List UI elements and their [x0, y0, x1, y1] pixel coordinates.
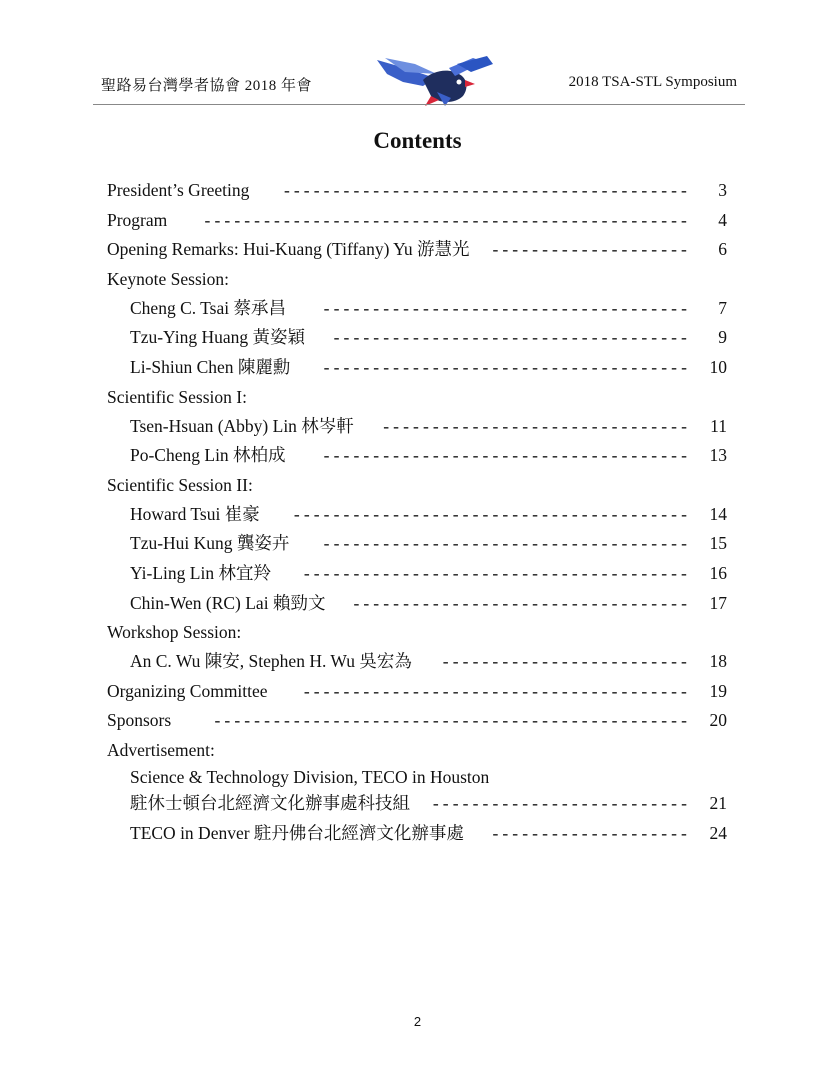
toc-entry-page-number: 14 [709, 503, 727, 524]
toc-entry-label: Advertisement: [107, 739, 215, 760]
toc-entry-page-number: 6 [718, 239, 727, 260]
toc-entry [107, 235, 727, 265]
toc-entry-page-number: 15 [709, 533, 727, 554]
toc-entry-page-number: 7 [718, 297, 727, 318]
toc-entry-page-number: 17 [709, 592, 727, 613]
toc-entry [107, 677, 727, 707]
toc-entry-page-number: 4 [718, 209, 727, 230]
toc-entry-label: Scientific Session I: [107, 386, 247, 407]
toc-entry-label: TECO in Denver 駐丹佛台北經濟文化辦事處 [130, 822, 464, 843]
toc-entry-label: Li-Shiun Chen 陳麗勳 [130, 356, 291, 377]
toc-entry-label: Po-Cheng Lin 林柏成 [130, 445, 286, 466]
toc-entry-label: Tsen-Hsuan (Abby) Lin 林岑軒 [130, 415, 354, 436]
toc-entry-label: Tzu-Hui Kung 龔姿卉 [130, 533, 290, 554]
toc-entry-page-number: 19 [709, 680, 727, 701]
dot-leader: --------------------------------------- [303, 562, 691, 583]
toc-entry-label: 駐休士頓台北經濟文化辦事處科技組 [130, 792, 410, 813]
toc-entry-page-number: 13 [709, 445, 727, 466]
toc-entry [107, 265, 727, 294]
toc-entry-label: Science & Technology Division, TECO in Houston [130, 766, 490, 787]
dot-leader: ------------------------------------------------- [204, 209, 691, 230]
toc-entry [107, 323, 727, 353]
toc-entry-label: Program [107, 209, 168, 230]
toc-entry-page-number: 9 [718, 327, 727, 348]
dot-leader: ------------------------------- [383, 415, 691, 436]
toc-entry-label: Sponsors [107, 710, 172, 731]
toc-entry [107, 353, 727, 383]
dot-leader: ---------------------------------------- [293, 503, 691, 524]
page-title: Contents [373, 128, 462, 153]
toc-entry-page-number: 11 [710, 415, 727, 436]
toc-entry-label: Workshop Session: [107, 622, 242, 643]
page-header [93, 56, 745, 106]
dot-leader: ------------------------------------ [333, 327, 691, 348]
toc-entry [107, 647, 727, 677]
dot-leader: ------------------------------------------------ [214, 710, 691, 731]
dot-leader: -------------------- [492, 239, 691, 260]
dot-leader: ------------------------------------- [323, 297, 691, 318]
toc-entry [107, 294, 727, 324]
toc-entry [107, 176, 727, 206]
header-english-title: 2018 TSA-STL Symposium [568, 74, 737, 90]
toc-entry-label: An C. Wu 陳安, Stephen H. Wu 吳宏為 [130, 651, 412, 672]
toc-entry [107, 819, 727, 849]
toc-entry [107, 412, 727, 442]
toc-entry [107, 618, 727, 647]
toc-entry [107, 765, 727, 789]
toc-entry-label: Opening Remarks: Hui-Kuang (Tiffany) Yu 游慧光 [107, 239, 470, 260]
toc-entry [107, 736, 727, 765]
blue-magpie-bird-icon [375, 56, 495, 106]
toc-entry-label: Cheng C. Tsai 蔡承昌 [130, 297, 286, 318]
toc-entry-label: Yi-Ling Lin 林宜羚 [130, 562, 271, 583]
dot-leader: ------------------------------------- [323, 356, 691, 377]
dot-leader: ------------------------------------- [323, 533, 691, 554]
toc-entry-page-number: 10 [709, 356, 727, 377]
toc-entry-label: Tzu-Ying Huang 黃姿穎 [130, 327, 305, 348]
dot-leader: ----------------------------------------- [283, 180, 691, 200]
toc-entry-label: Scientific Session II: [107, 474, 253, 495]
toc-entry [107, 471, 727, 500]
toc-entry [107, 789, 727, 819]
toc-entry-label: Keynote Session: [107, 268, 230, 289]
header-divider [93, 104, 745, 105]
toc-entry-page-number: 21 [709, 792, 727, 813]
dot-leader: ---------------------------------- [353, 592, 691, 613]
toc-entry [107, 441, 727, 471]
toc-entry-label: President’s Greeting [107, 180, 250, 200]
toc-entry [107, 383, 727, 412]
toc-entry-page-number: 16 [709, 562, 727, 583]
dot-leader: ------------------------- [442, 651, 691, 672]
toc-entry-label: Chin-Wen (RC) Lai 賴勁文 [130, 592, 326, 613]
toc-entry [107, 559, 727, 589]
toc-entry [107, 529, 727, 559]
dot-leader: -------------------------- [432, 792, 691, 813]
dot-leader: ------------------------------------- [323, 445, 691, 466]
toc-entry-page-number: 3 [718, 180, 727, 200]
toc-entry-label: Howard Tsui 崔豪 [130, 503, 260, 524]
toc-entry-label: Organizing Committee [107, 680, 268, 701]
toc-entry [107, 589, 727, 619]
page-number: 2 [413, 1014, 422, 1029]
toc-entry-page-number: 24 [709, 822, 727, 843]
dot-leader: -------------------- [492, 822, 691, 843]
dot-leader: --------------------------------------- [303, 680, 691, 701]
toc-entry [107, 706, 727, 736]
header-chinese-title: 聖路易台灣學者協會 2018 年會 [101, 78, 313, 94]
table-of-contents [107, 176, 727, 848]
toc-entry [107, 500, 727, 530]
toc-entry-page-number: 20 [709, 710, 727, 731]
toc-entry-page-number: 18 [709, 651, 727, 672]
toc-entry [107, 206, 727, 236]
